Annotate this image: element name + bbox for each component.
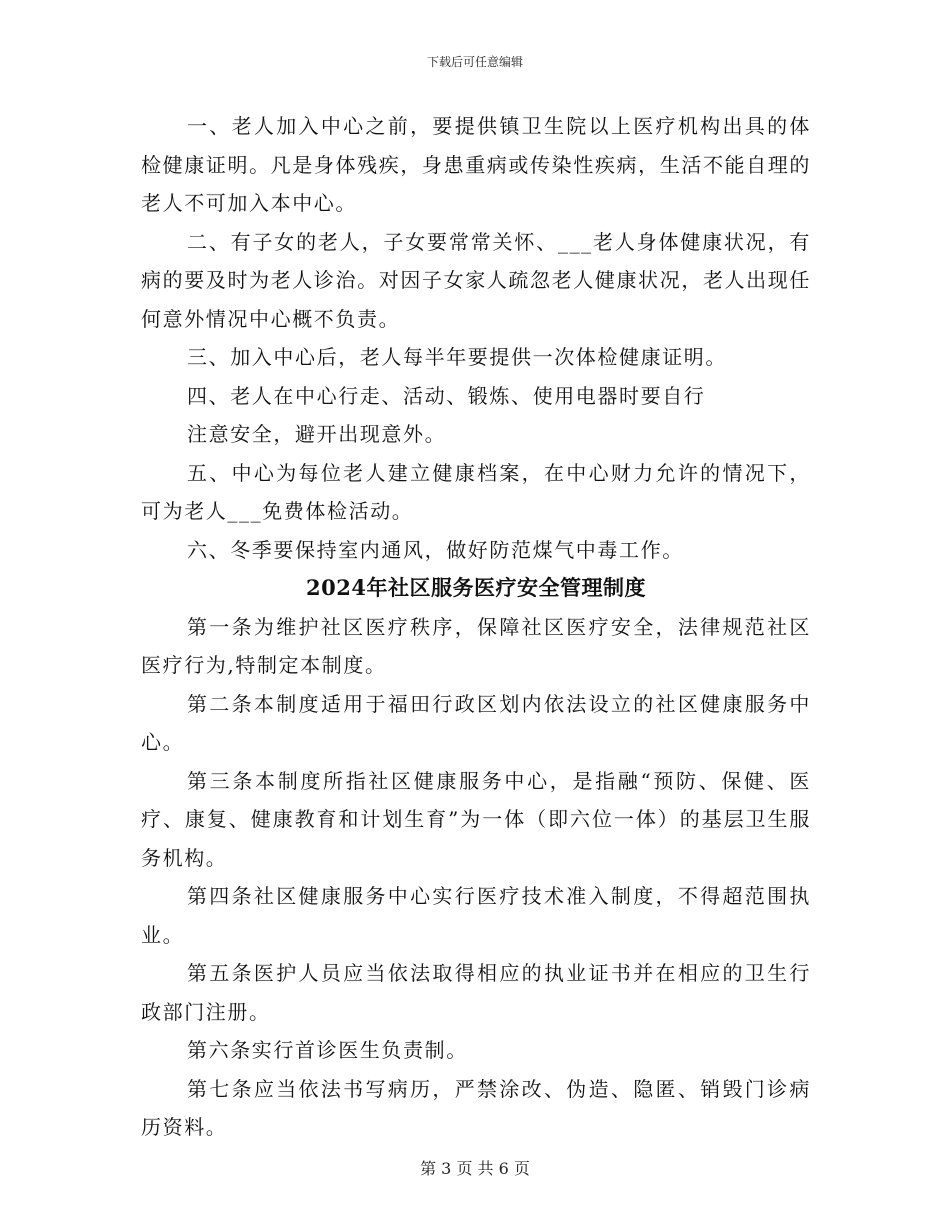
article-paragraph: 第七条应当依法书写病历，严禁涂改、伪造、隐匿、销毁门诊病历资料。 <box>141 1076 811 1139</box>
page-number: 第 3 页 共 6 页 <box>420 1159 530 1178</box>
article-paragraph: 第三条本制度所指社区健康服务中心，是指融“预防、保健、医疗、康复、健康教育和计划生育”为一体（即六位一体）的基层卫生服务机构。 <box>141 768 811 870</box>
paragraph: 注意安全，避开出现意外。 <box>187 422 447 446</box>
article-paragraph: 第二条本制度适用于福田行政区划内依法设立的社区健康服务中心。 <box>141 691 811 754</box>
article-paragraph: 第四条社区健康服务中心实行医疗技术准入制度，不得超范围执业。 <box>141 884 811 947</box>
document-body <box>141 107 811 1147</box>
article-paragraph: 第一条为维护社区医疗秩序，保障社区医疗安全，法律规范社区医疗行为,特制定本制度。 <box>141 614 811 677</box>
paragraph: 三、加入中心后，老人每半年要提供一次体检健康证明。 <box>187 345 727 369</box>
section-title: 2024年社区服务医疗安全管理制度 <box>306 575 646 600</box>
page-header: 下载后可任意编辑 <box>426 55 523 69</box>
paragraph: 四、老人在中心行走、活动、锻炼、使用电器时要自行 <box>187 383 706 408</box>
section-health-rules <box>141 107 811 569</box>
article-paragraph: 第五条医护人员应当依法取得相应的执业证书并在相应的卫生行政部门注册。 <box>141 961 811 1024</box>
paragraph: 五、中心为每位老人建立健康档案，在中心财力允许的情况下，可为老人___免费体检活动。 <box>141 460 811 523</box>
paragraph: 一、老人加入中心之前，要提供镇卫生院以上医疗机构出具的体检健康证明。凡是身体残疾，身患重病或传染性疾病，生活不能自理的老人不可加入本中心。 <box>141 114 811 215</box>
paragraph: 二、有子女的老人，子女要常常关怀、___老人身体健康状况，有病的要及时为老人诊治。对因子女家人疏忽老人健康状况，老人出现任何意外情况中心概不负责。 <box>141 229 811 331</box>
section-medical-safety <box>141 608 811 1147</box>
article-paragraph: 第六条实行首诊医生负责制。 <box>187 1038 468 1062</box>
paragraph: 六、冬季要保持室内通风，做好防范煤气中毒工作。 <box>187 537 684 562</box>
